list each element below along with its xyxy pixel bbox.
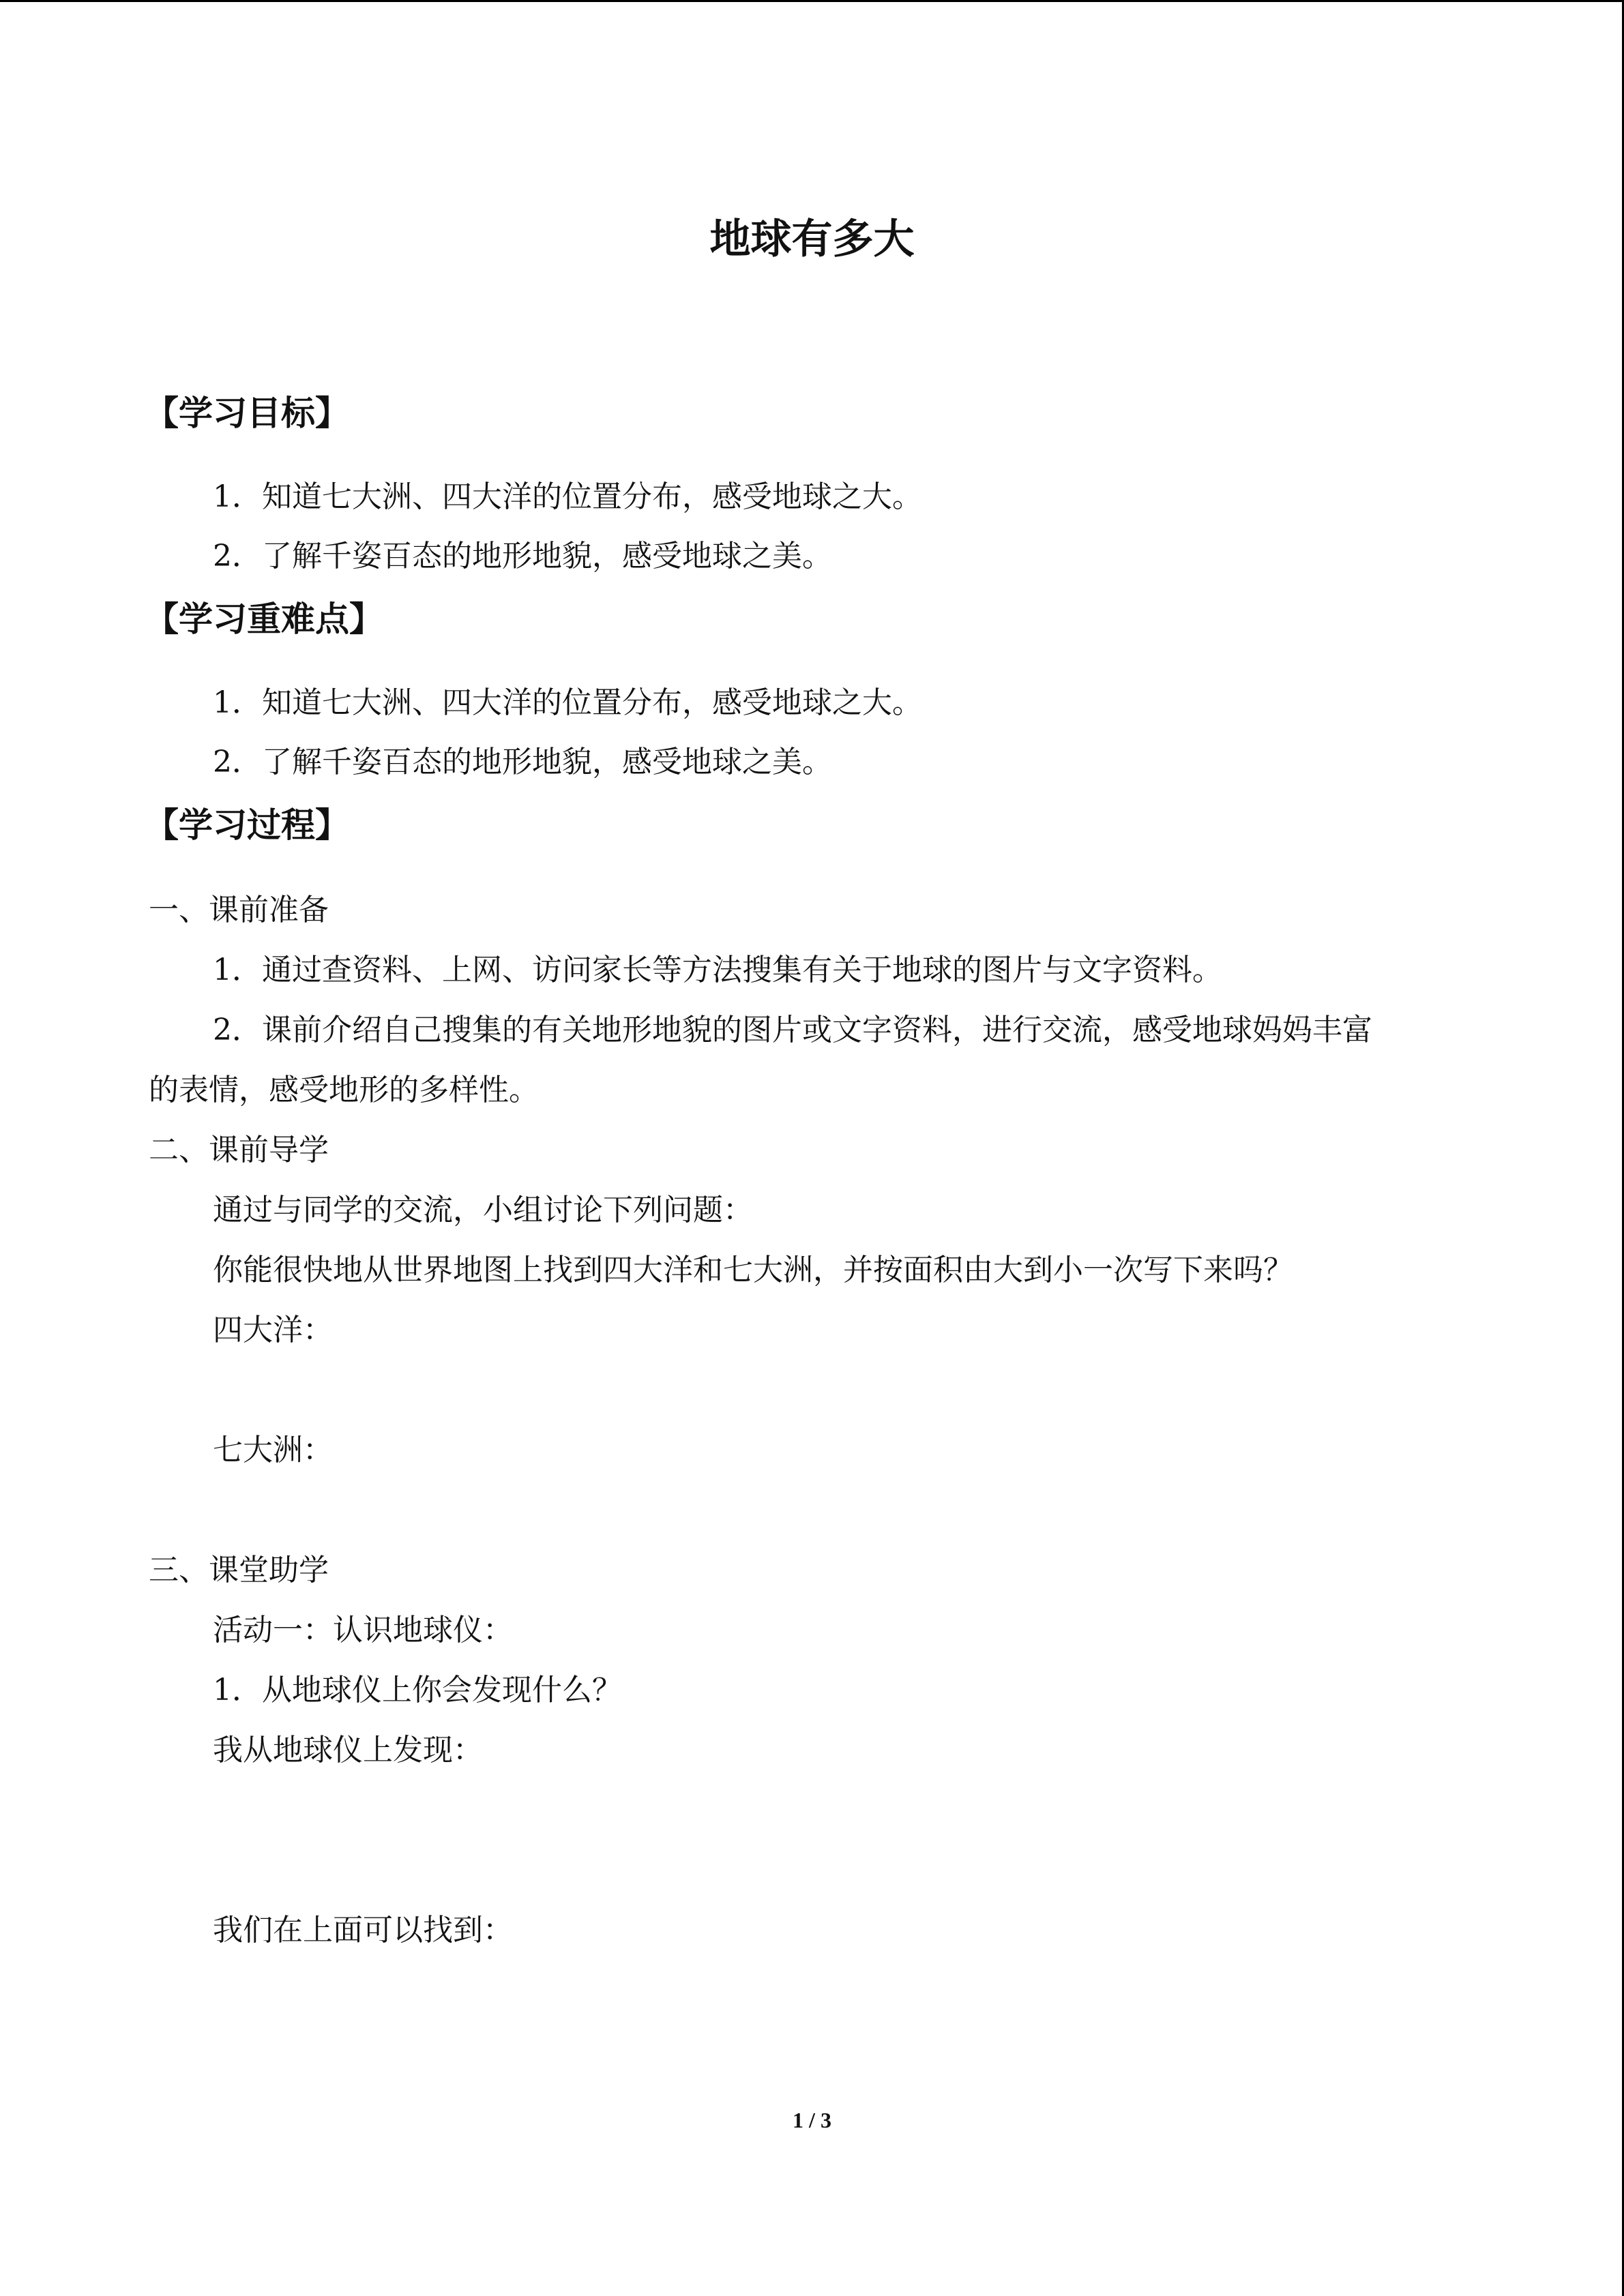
part1-item-2-line-2: 的表情，感受地形的多样性。: [149, 1073, 539, 1107]
objective-item-2: 2．了解千姿百态的地形地貌，感受地球之美。: [213, 539, 832, 573]
part3-title: 三、课堂助学: [149, 1553, 329, 1587]
activity1-title: 活动一：认识地球仪：: [213, 1613, 513, 1648]
part1-title: 一、课前准备: [149, 893, 329, 927]
activity1-question-1: 1．从地球仪上你会发现什么？: [213, 1673, 622, 1708]
objective-item-1: 1．知道七大洲、四大洋的位置分布，感受地球之大。: [213, 479, 922, 514]
part1-item-1: 1．通过查资料、上网、访问家长等方法搜集有关于地球的图片与文字资料。: [213, 953, 1222, 987]
heading-objectives: 【学习目标】: [145, 393, 349, 433]
can-find-label: 我们在上面可以找到：: [213, 1913, 513, 1948]
document-title: 地球有多大: [709, 215, 915, 263]
part2-title: 二、课前导学: [149, 1133, 329, 1167]
heading-process: 【学习过程】: [145, 805, 349, 845]
page-number: 1 / 3: [793, 2108, 831, 2132]
part2-intro: 通过与同学的交流，小组讨论下列问题：: [213, 1193, 753, 1227]
oceans-label: 四大洋：: [213, 1313, 333, 1347]
found-label: 我从地球仪上发现：: [213, 1733, 483, 1768]
continents-label: 七大洲：: [213, 1433, 333, 1467]
part1-item-2-line-1: 2．课前介绍自己搜集的有关地形地貌的图片或文字资料，进行交流，感受地球妈妈丰富: [213, 1013, 1372, 1047]
key-point-item-1: 1．知道七大洲、四大洋的位置分布，感受地球之大。: [213, 685, 922, 720]
heading-key-points: 【学习重难点】: [145, 599, 383, 639]
part2-question: 你能很快地从世界地图上找到四大洋和七大洲，并按面积由大到小一次写下来吗？: [213, 1253, 1293, 1287]
key-point-item-2: 2．了解千姿百态的地形地貌，感受地球之美。: [213, 745, 832, 779]
